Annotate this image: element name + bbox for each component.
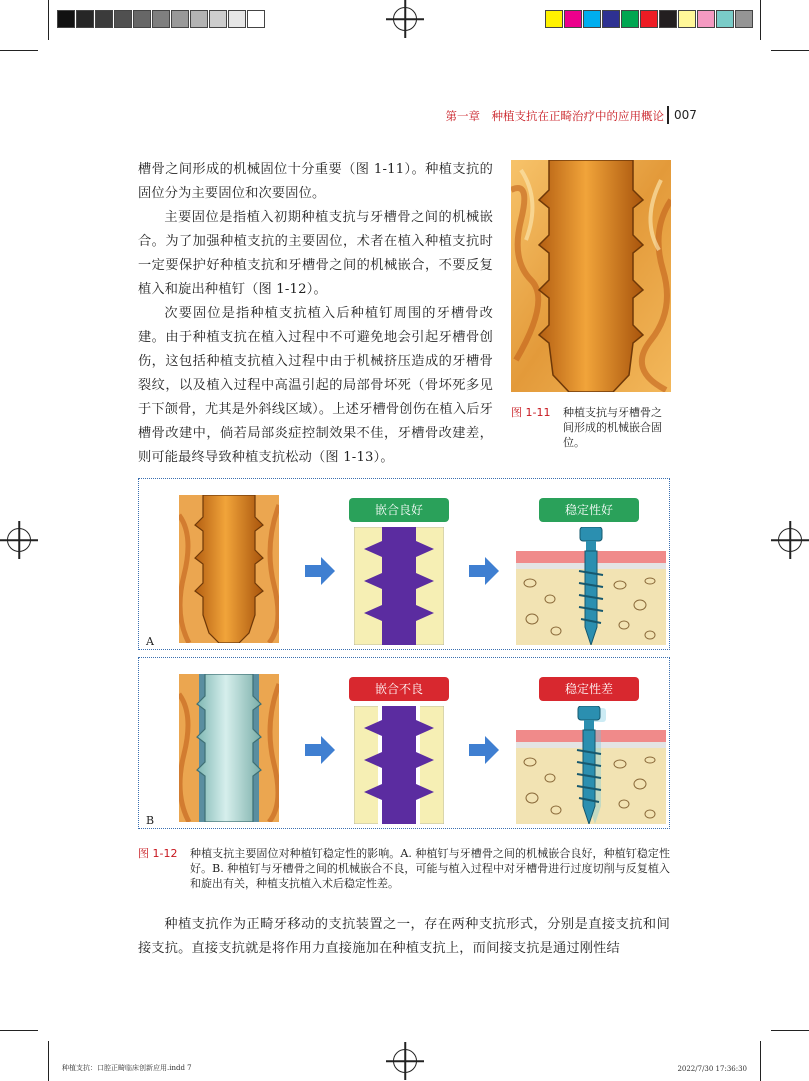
panel-b-screw-unstable-diagram — [516, 706, 666, 824]
figure-1-12-panel-a — [138, 478, 670, 650]
footer-filename: 种植支抗：口腔正畸临床创新应用.indd 7 — [62, 1064, 192, 1072]
panel-a-arrow-1 — [305, 557, 335, 585]
figure-1-11-caption-text: 种植支抗与牙槽骨之间形成的机械嵌合固位。 — [563, 406, 662, 449]
figure-1-11-image — [511, 160, 671, 392]
footer-timestamp: 2022/7/30 17:36:30 — [677, 1065, 747, 1073]
panel-a-thread-fit-diagram — [354, 527, 444, 645]
paragraph-1: 槽骨之间形成的机械固位十分重要（图 1-11）。种植支抗的固位分为主要固位和次要固位。 — [138, 162, 493, 201]
paragraph-2: 主要固位是指植入初期种植支抗与牙槽骨之间的机械嵌合。为了加强种植支抗的主要固位，术者在植入种植支抗时一定要保护好种植支抗和牙槽骨之间的机械嵌合，不要反复植入和旋出种植钉（图 1-12）。 — [138, 210, 493, 297]
figure-1-12-panel-b — [138, 657, 670, 829]
header-divider — [667, 106, 669, 124]
paragraph-3: 次要固位是指种植支抗植入后种植钉周围的牙槽骨改建。由于种植支抗在植入过程中不可避免地会引起牙槽骨创伤，这包括种植支抗植入过程中由于机械挤压造成的牙槽骨裂纹，以及植入过程中高温引起的局部骨坏死（骨坏死多见于下颌骨，尤其是外斜线区域）。上述牙槽骨创伤在植入后牙槽骨改建中，倘若局部炎症控制效果不佳，牙槽骨改建差，则可能最终导致种植支抗松动（图 1-13）。 — [138, 306, 493, 465]
paragraph-4: 种植支抗作为正畸牙移动的支抗装置之一，存在两种支抗形式，分别是直接支抗和间接支抗。直接支抗就是将作用力直接施加在种植支抗上，而间接支抗是通过刚性结 — [138, 917, 670, 956]
panel-a-arrow-2 — [469, 557, 499, 585]
panel-b-screw-in-bone — [179, 674, 279, 822]
page-number: 007 — [674, 108, 697, 122]
badge-poor-stability: 稳定性差 — [539, 677, 639, 701]
registration-mark-right — [778, 528, 802, 552]
body-text-bottom — [138, 913, 670, 961]
panel-a-screw-in-bone — [179, 495, 279, 643]
registration-mark-top — [393, 7, 417, 31]
chapter-header: 第一章 种植支抗在正畸治疗中的应用概论 — [445, 109, 664, 123]
panel-a-screw-stable-diagram — [516, 527, 666, 645]
panel-b-thread-fit-diagram — [354, 706, 444, 824]
panel-a-letter: A — [146, 635, 154, 648]
badge-good-stability: 稳定性好 — [539, 498, 639, 522]
badge-good-fit: 嵌合良好 — [349, 498, 449, 522]
registration-mark-left — [7, 528, 31, 552]
badge-poor-fit: 嵌合不良 — [349, 677, 449, 701]
panel-b-arrow-1 — [305, 736, 335, 764]
body-text-column — [138, 158, 493, 470]
figure-1-12-label: 图 1-12 — [138, 847, 178, 860]
figure-1-12-caption-text: 种植支抗主要固位对种植钉稳定性的影响。A. 种植钉与牙槽骨之间的机械嵌合良好，种植钉稳定性好。B. 种植钉与牙槽骨之间的机械嵌合不良，可能与植入过程中对牙槽骨进行过度切削与反复植入和旋出有关，种植支抗植入术后稳定性差。 — [190, 847, 670, 890]
panel-b-arrow-2 — [469, 736, 499, 764]
figure-1-11-label: 图 1-11 — [511, 406, 551, 419]
registration-mark-bottom — [393, 1049, 417, 1073]
panel-b-letter: B — [146, 814, 155, 827]
